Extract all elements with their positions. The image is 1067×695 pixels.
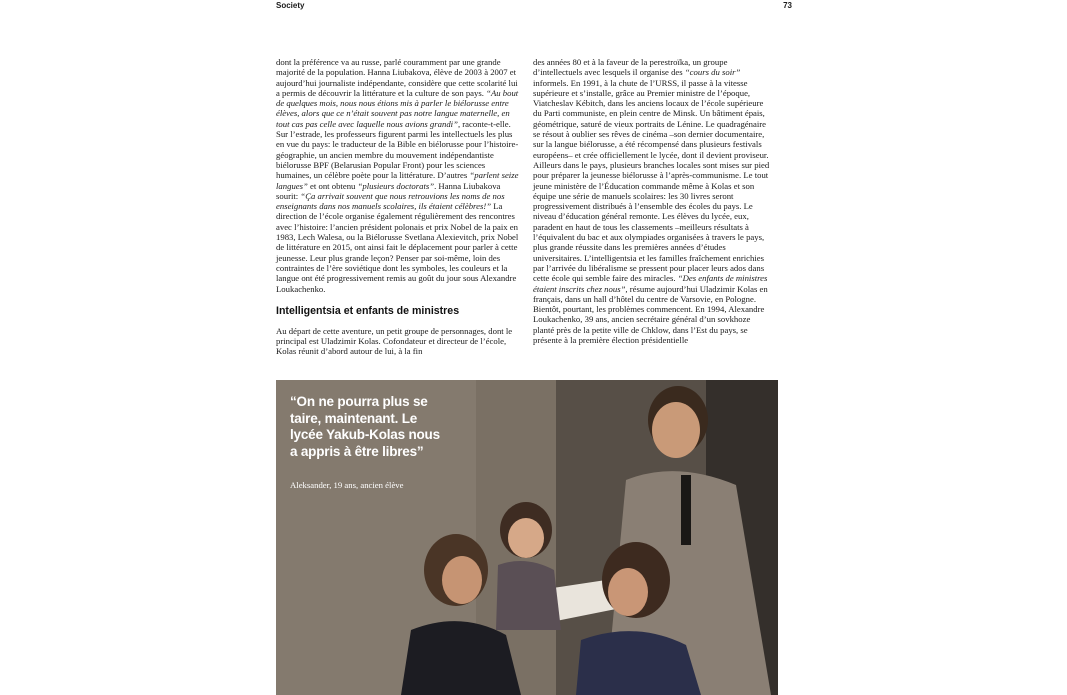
pull-quote: “On ne pourra plus se taire, maintenant. Le lycée Yakub-Kolas nous a appris à être libres” bbox=[290, 394, 440, 459]
quote-attribution: Aleksander, 19 ans, ancien élève bbox=[290, 480, 404, 490]
article-column-right bbox=[533, 57, 771, 345]
paragraph: Au départ de cette aventure, un petit groupe de personnages, dont le principal est Uladzimir Kolas. Cofondateur et directeur de l’école, Kolas réunit d’abord autour de lui, à la fin bbox=[276, 325, 513, 357]
paragraph: des années 80 et à la faveur de la perestroïka, un groupe d’intellectuels avec lesquels il organise des “cours du soir” informels. En 1991, à la chute de l’URSS, il passe à la vitesse supérieure et s’installe, grâce au Premier ministre de l’époque, Viatcheslav Kébitch, dans les anciens locaux de l’école supérieure du Parti communiste, en plein centre de Minsk. Un bâtiment épais, géométrique, saturé de vieux portraits de Lénine. Le quadragénaire se résout à oublier ses rêves de cinéma –son dernier documentaire, sur la langue biélorusse, a été récompensé dans plusieurs festivals européens– et crée officiellement le lycée, dont il devient proviseur. Ailleurs dans le pays, plusieurs branches locales sont mises sur pied pour préparer la jeunesse biélorusse à l’après-communisme. Le tout jeune ministère de l’Éducation commande même à Kolas et son équipe une série de manuels scolaires: les 30 livres seront progressivement distribués à l’ensemble des écoles du pays. Le niveau d’éducation général remonte. Les élèves du lycée, eux, paradent en haut de tous les classements –meilleurs résultats à l’équivalent du bac et aux olympiades organisées à travers le pays, plus grande réussite dans les premières années d’études universitaires. L’intelligentsia et les familles fraîchement enrichies par l’arrivée du libéralisme se pressent pour placer leurs ados dans cette école qui semble faire des miracles. “Des enfants de ministres étaient inscrits chez nous”, résume aujourd’hui Uladzimir Kolas en français, dans un hall d’hôtel du centre de Varsovie, en Pologne. bbox=[533, 57, 770, 304]
page-number: 73 bbox=[783, 1, 792, 10]
article-photo bbox=[276, 380, 778, 695]
article-column-left bbox=[276, 57, 522, 357]
paragraph: Bientôt, pourtant, les problèmes commencent. En 1994, Alexandre Loukachenko, 39 ans, ancien secrétaire général d’un sovkhoze planté près de la petite ville de Chklow, dans l’Est du pays, se présente à la première élection présidentielle bbox=[533, 304, 765, 346]
section-label: Society bbox=[276, 1, 305, 10]
section-heading: Intelligentsia et enfants de ministres bbox=[276, 304, 460, 317]
page-header bbox=[276, 1, 792, 13]
paragraph: dont la préférence va au russe, parlé couramment par une grande majorité de la population. Hanna Liubakova, élève de 2003 à 2007 et aujourd’hui journaliste indépendante, considère que cette scolarité lui a permis de découvrir la littérature et la culture de son pays. “Au bout de quelques mois, nous nous étions mis à parler le biélorusse entre élèves, alors que ce n’était souvent pas notre langue maternelle, en tout cas pas celle avec laquelle nous avions grandi”, raconte-t-elle. Sur l’estrade, les professeurs figurent parmi les intellectuels les plus en vue du pays: le traducteur de la Bible en biélorusse pour l’histoire-géographie, un ancien membre du mouvement indépendantiste biélorusse BPF (Belarusian Popular Front) pour les sciences humaines, un célèbre poète pour la littérature. D’autres “parlent seize langues” et ont obtenu “plusieurs doctorats”. Hanna Liubakova sourit: “Ça arrivait souvent que nous retrouvions les noms de nos enseignants dans nos manuels scolaires, ils étaient célèbres!” La direction de l’école organise également régulièrement des rencontres avec l’histoire: l’ancien président polonais et prix Nobel de la paix en 1983, Lech Walesa, ou la Biélorusse Svetlana Alexievitch, prix Nobel de littérature en 2015, ont ainsi fait le déplacement pour parler à cette jeunesse. Leur plus grande leçon? Penser par soi-même, loin des contraintes de l’ère soviétique dont les symboles, les couleurs et la langue ont été progressivement remis au goût du jour sous Alexandre Loukachenko. bbox=[276, 57, 519, 294]
